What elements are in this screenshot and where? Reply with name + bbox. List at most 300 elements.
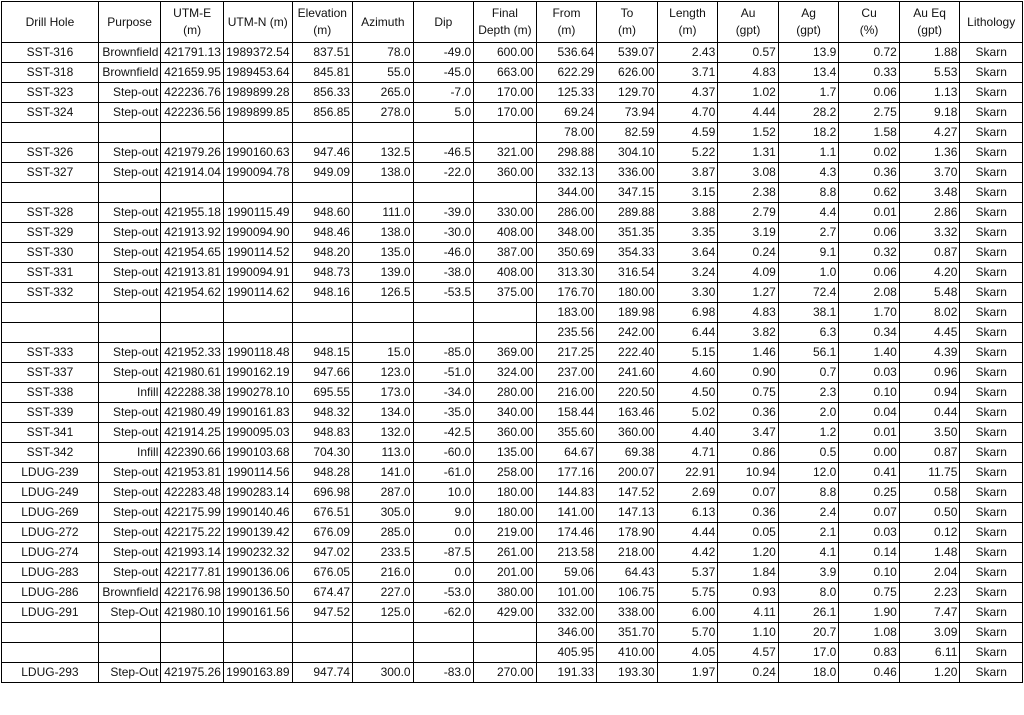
- cell-lith: Skarn: [960, 483, 1023, 503]
- cell-az: 138.0: [353, 163, 414, 183]
- cell-cu: 0.07: [839, 503, 900, 523]
- cell-dip: 0.0: [413, 523, 474, 543]
- cell-elev: 676.05: [292, 563, 353, 583]
- table-row: [2, 283, 1023, 303]
- cell-az: 216.0: [353, 563, 414, 583]
- cell-au: 4.11: [718, 603, 779, 623]
- cell-dip: -38.0: [413, 263, 474, 283]
- cell-length: 4.71: [657, 443, 718, 463]
- cell-lith: Skarn: [960, 223, 1023, 243]
- cell-dip: -42.5: [413, 423, 474, 443]
- cell-ag: 2.1: [778, 523, 839, 543]
- cell-utme: 422175.22: [161, 523, 224, 543]
- cell-length: 22.91: [657, 463, 718, 483]
- cell-utme: 421980.61: [161, 363, 224, 383]
- cell-aueq: 2.86: [899, 203, 960, 223]
- table-row: [2, 663, 1023, 683]
- cell-depth: 280.00: [474, 383, 537, 403]
- cell-utmn: 1990118.48: [223, 343, 292, 363]
- column-header-line: Purpose: [107, 14, 152, 29]
- cell-to: 180.00: [597, 283, 658, 303]
- column-header-line: (gpt): [917, 23, 942, 37]
- table-row: [2, 563, 1023, 583]
- cell-lith: Skarn: [960, 383, 1023, 403]
- cell-depth: 324.00: [474, 363, 537, 383]
- cell-utme: 422175.99: [161, 503, 224, 523]
- cell-cu: 0.83: [839, 643, 900, 663]
- cell-length: 6.98: [657, 303, 718, 323]
- cell-length: 3.87: [657, 163, 718, 183]
- cell-dip: -53.5: [413, 283, 474, 303]
- cell-aueq: 2.04: [899, 563, 960, 583]
- cell-hole: LDUG-249: [2, 483, 99, 503]
- cell-to: 410.00: [597, 643, 658, 663]
- cell-length: 4.59: [657, 123, 718, 143]
- cell-au: 1.46: [718, 343, 779, 363]
- cell-utmn: 1990094.90: [223, 223, 292, 243]
- column-header-line: Azimuth: [361, 14, 405, 29]
- cell-elev: 676.09: [292, 523, 353, 543]
- cell-hole: [2, 643, 99, 663]
- cell-depth: 261.00: [474, 543, 537, 563]
- cell-az: [353, 323, 414, 343]
- cell-elev: 695.55: [292, 383, 353, 403]
- cell-hole: LDUG-274: [2, 543, 99, 563]
- cell-depth: 360.00: [474, 423, 537, 443]
- cell-depth: 408.00: [474, 263, 537, 283]
- cell-ag: 13.9: [778, 43, 839, 63]
- cell-to: 360.00: [597, 423, 658, 443]
- cell-purpose: Step-Out: [98, 663, 161, 683]
- cell-hole: LDUG-269: [2, 503, 99, 523]
- cell-lith: Skarn: [960, 563, 1023, 583]
- cell-elev: 674.47: [292, 583, 353, 603]
- cell-utmn: 1990103.68: [223, 443, 292, 463]
- cell-purpose: Step-out: [98, 563, 161, 583]
- cell-cu: 1.70: [839, 303, 900, 323]
- cell-length: 5.15: [657, 343, 718, 363]
- cell-aueq: 4.27: [899, 123, 960, 143]
- cell-depth: [474, 123, 537, 143]
- cell-az: 113.0: [353, 443, 414, 463]
- cell-utmn: 1989899.28: [223, 83, 292, 103]
- cell-to: 241.60: [597, 363, 658, 383]
- cell-dip: -39.0: [413, 203, 474, 223]
- cell-from: 176.70: [536, 283, 597, 303]
- cell-length: 3.35: [657, 223, 718, 243]
- cell-hole: [2, 123, 99, 143]
- cell-from: 144.83: [536, 483, 597, 503]
- cell-aueq: 3.48: [899, 183, 960, 203]
- cell-ag: 2.0: [778, 403, 839, 423]
- cell-cu: 0.00: [839, 443, 900, 463]
- cell-hole: SST-316: [2, 43, 99, 63]
- cell-from: 59.06: [536, 563, 597, 583]
- cell-from: 332.13: [536, 163, 597, 183]
- cell-cu: 0.06: [839, 223, 900, 243]
- cell-length: 6.44: [657, 323, 718, 343]
- cell-to: 106.75: [597, 583, 658, 603]
- cell-cu: 0.72: [839, 43, 900, 63]
- cell-utme: 422390.66: [161, 443, 224, 463]
- cell-depth: 330.00: [474, 203, 537, 223]
- cell-hole: LDUG-286: [2, 583, 99, 603]
- cell-length: 2.69: [657, 483, 718, 503]
- cell-aueq: 0.87: [899, 443, 960, 463]
- cell-hole: [2, 303, 99, 323]
- cell-az: 285.0: [353, 523, 414, 543]
- cell-hole: [2, 323, 99, 343]
- cell-elev: 947.74: [292, 663, 353, 683]
- cell-ag: 20.7: [778, 623, 839, 643]
- cell-utmn: 1990095.03: [223, 423, 292, 443]
- cell-lith: Skarn: [960, 83, 1023, 103]
- column-header-line: (%): [859, 23, 879, 37]
- cell-to: 222.40: [597, 343, 658, 363]
- cell-depth: 429.00: [474, 603, 537, 623]
- cell-au: 0.24: [718, 243, 779, 263]
- cell-dip: -60.0: [413, 443, 474, 463]
- cell-aueq: 5.53: [899, 63, 960, 83]
- cell-length: 4.70: [657, 103, 718, 123]
- cell-utme: 421913.92: [161, 223, 224, 243]
- cell-ag: 0.7: [778, 363, 839, 383]
- cell-from: 332.00: [536, 603, 597, 623]
- cell-hole: SST-337: [2, 363, 99, 383]
- cell-length: 5.22: [657, 143, 718, 163]
- cell-utme: [161, 303, 224, 323]
- cell-purpose: Step-out: [98, 423, 161, 443]
- column-header-line: Elevation: [297, 6, 347, 20]
- cell-utmn: 1990161.83: [223, 403, 292, 423]
- table-row: [2, 363, 1023, 383]
- cell-au: 2.79: [718, 203, 779, 223]
- cell-elev: 948.28: [292, 463, 353, 483]
- cell-purpose: Step-out: [98, 103, 161, 123]
- cell-az: 233.5: [353, 543, 414, 563]
- cell-cu: 0.33: [839, 63, 900, 83]
- table-row: [2, 583, 1023, 603]
- cell-au: 0.86: [718, 443, 779, 463]
- cell-purpose: Brownfield: [98, 43, 161, 63]
- cell-to: 354.33: [597, 243, 658, 263]
- cell-from: 217.25: [536, 343, 597, 363]
- cell-depth: [474, 183, 537, 203]
- cell-utmn: 1990283.14: [223, 483, 292, 503]
- cell-elev: 948.46: [292, 223, 353, 243]
- cell-to: 69.38: [597, 443, 658, 463]
- cell-aueq: 3.70: [899, 163, 960, 183]
- cell-dip: 10.0: [413, 483, 474, 503]
- cell-aueq: 1.48: [899, 543, 960, 563]
- cell-aueq: 1.88: [899, 43, 960, 63]
- cell-elev: [292, 123, 353, 143]
- cell-lith: Skarn: [960, 63, 1023, 83]
- drill-results-table: [1, 1, 1023, 683]
- table-row: [2, 123, 1023, 143]
- cell-lith: Skarn: [960, 343, 1023, 363]
- column-header-line: (m): [617, 23, 636, 37]
- cell-from: 174.46: [536, 523, 597, 543]
- cell-hole: SST-328: [2, 203, 99, 223]
- cell-to: 147.13: [597, 503, 658, 523]
- cell-to: 220.50: [597, 383, 658, 403]
- cell-utmn: 1990162.19: [223, 363, 292, 383]
- cell-to: 338.00: [597, 603, 658, 623]
- cell-ag: 4.1: [778, 543, 839, 563]
- cell-dip: -7.0: [413, 83, 474, 103]
- cell-purpose: Step-out: [98, 503, 161, 523]
- cell-lith: Skarn: [960, 323, 1023, 343]
- cell-purpose: [98, 183, 161, 203]
- cell-au: 1.52: [718, 123, 779, 143]
- table-body: [2, 43, 1023, 683]
- table-row: [2, 303, 1023, 323]
- cell-hole: SST-324: [2, 103, 99, 123]
- cell-dip: 9.0: [413, 503, 474, 523]
- cell-aueq: 0.87: [899, 243, 960, 263]
- cell-cu: 0.14: [839, 543, 900, 563]
- cell-utmn: [223, 303, 292, 323]
- cell-utmn: 1990115.49: [223, 203, 292, 223]
- cell-utme: [161, 623, 224, 643]
- cell-dip: -51.0: [413, 363, 474, 383]
- cell-au: 1.10: [718, 623, 779, 643]
- cell-depth: 408.00: [474, 223, 537, 243]
- cell-cu: 0.75: [839, 583, 900, 603]
- cell-length: 5.37: [657, 563, 718, 583]
- cell-utme: 421954.65: [161, 243, 224, 263]
- cell-ag: 2.3: [778, 383, 839, 403]
- cell-length: 4.44: [657, 523, 718, 543]
- cell-depth: 170.00: [474, 83, 537, 103]
- cell-length: 1.97: [657, 663, 718, 683]
- table-row: [2, 343, 1023, 363]
- cell-dip: -46.0: [413, 243, 474, 263]
- cell-az: [353, 303, 414, 323]
- column-header-line: (gpt): [796, 23, 821, 37]
- cell-lith: Skarn: [960, 143, 1023, 163]
- cell-length: 4.50: [657, 383, 718, 403]
- cell-elev: 948.83: [292, 423, 353, 443]
- cell-purpose: Step-out: [98, 543, 161, 563]
- cell-dip: -87.5: [413, 543, 474, 563]
- cell-hole: LDUG-291: [2, 603, 99, 623]
- cell-cu: 1.40: [839, 343, 900, 363]
- cell-to: 193.30: [597, 663, 658, 683]
- cell-from: 286.00: [536, 203, 597, 223]
- cell-au: 0.57: [718, 43, 779, 63]
- cell-dip: -83.0: [413, 663, 474, 683]
- cell-lith: Skarn: [960, 303, 1023, 323]
- cell-purpose: Step-out: [98, 143, 161, 163]
- cell-from: 191.33: [536, 663, 597, 683]
- cell-ag: 26.1: [778, 603, 839, 623]
- cell-utmn: 1990163.89: [223, 663, 292, 683]
- cell-aueq: 8.02: [899, 303, 960, 323]
- cell-length: 6.13: [657, 503, 718, 523]
- cell-purpose: Step-out: [98, 283, 161, 303]
- cell-aueq: 3.32: [899, 223, 960, 243]
- cell-az: 123.0: [353, 363, 414, 383]
- cell-au: 1.20: [718, 543, 779, 563]
- cell-purpose: Brownfield: [98, 63, 161, 83]
- cell-aueq: 4.39: [899, 343, 960, 363]
- table-row: [2, 163, 1023, 183]
- cell-ag: 56.1: [778, 343, 839, 363]
- cell-au: 0.36: [718, 503, 779, 523]
- cell-utmn: 1990140.46: [223, 503, 292, 523]
- column-header-line: (m): [557, 23, 576, 37]
- cell-az: 55.0: [353, 63, 414, 83]
- cell-lith: Skarn: [960, 363, 1023, 383]
- cell-aueq: 0.44: [899, 403, 960, 423]
- cell-depth: 201.00: [474, 563, 537, 583]
- cell-utme: 421914.04: [161, 163, 224, 183]
- cell-az: 78.0: [353, 43, 414, 63]
- cell-ag: 17.0: [778, 643, 839, 663]
- cell-utme: 421975.26: [161, 663, 224, 683]
- cell-from: 235.56: [536, 323, 597, 343]
- cell-cu: 2.75: [839, 103, 900, 123]
- cell-length: 4.42: [657, 543, 718, 563]
- cell-purpose: Step-out: [98, 203, 161, 223]
- cell-depth: 380.00: [474, 583, 537, 603]
- cell-cu: 0.36: [839, 163, 900, 183]
- cell-depth: 270.00: [474, 663, 537, 683]
- cell-dip: -30.0: [413, 223, 474, 243]
- cell-lith: Skarn: [960, 203, 1023, 223]
- cell-az: [353, 623, 414, 643]
- cell-utmn: 1990232.32: [223, 543, 292, 563]
- table-row: [2, 83, 1023, 103]
- cell-purpose: [98, 623, 161, 643]
- cell-az: 300.0: [353, 663, 414, 683]
- cell-hole: LDUG-239: [2, 463, 99, 483]
- cell-dip: [413, 183, 474, 203]
- cell-elev: 696.98: [292, 483, 353, 503]
- cell-purpose: Step-out: [98, 403, 161, 423]
- cell-to: 178.90: [597, 523, 658, 543]
- cell-au: 1.31: [718, 143, 779, 163]
- cell-utme: [161, 643, 224, 663]
- cell-ag: 2.4: [778, 503, 839, 523]
- cell-utmn: 1990160.63: [223, 143, 292, 163]
- table-row: [2, 203, 1023, 223]
- cell-to: 347.15: [597, 183, 658, 203]
- cell-depth: 180.00: [474, 503, 537, 523]
- cell-az: 15.0: [353, 343, 414, 363]
- cell-ag: 3.9: [778, 563, 839, 583]
- cell-lith: Skarn: [960, 443, 1023, 463]
- cell-from: 536.64: [536, 43, 597, 63]
- cell-au: 0.07: [718, 483, 779, 503]
- cell-ag: 8.8: [778, 483, 839, 503]
- table-row: [2, 323, 1023, 343]
- cell-length: 3.88: [657, 203, 718, 223]
- cell-elev: 948.16: [292, 283, 353, 303]
- column-header-line: Lithology: [967, 14, 1016, 29]
- cell-au: 1.02: [718, 83, 779, 103]
- cell-to: 82.59: [597, 123, 658, 143]
- cell-aueq: 1.20: [899, 663, 960, 683]
- cell-lith: Skarn: [960, 503, 1023, 523]
- cell-utmn: 1989899.85: [223, 103, 292, 123]
- cell-au: 0.05: [718, 523, 779, 543]
- cell-au: 0.93: [718, 583, 779, 603]
- cell-dip: 5.0: [413, 103, 474, 123]
- cell-az: [353, 123, 414, 143]
- cell-depth: 135.00: [474, 443, 537, 463]
- column-header-line: Au: [740, 6, 756, 20]
- column-header-line: Drill Hole: [25, 14, 75, 29]
- cell-dip: 0.0: [413, 563, 474, 583]
- column-header-line: From: [552, 6, 581, 20]
- cell-aueq: 0.50: [899, 503, 960, 523]
- cell-utme: 422236.76: [161, 83, 224, 103]
- cell-elev: [292, 623, 353, 643]
- cell-ag: 4.3: [778, 163, 839, 183]
- cell-utme: 422236.56: [161, 103, 224, 123]
- cell-from: 101.00: [536, 583, 597, 603]
- cell-to: 316.54: [597, 263, 658, 283]
- cell-az: 111.0: [353, 203, 414, 223]
- cell-elev: 948.15: [292, 343, 353, 363]
- column-header-depth: [474, 2, 537, 43]
- cell-from: 213.58: [536, 543, 597, 563]
- cell-to: 289.88: [597, 203, 658, 223]
- cell-purpose: [98, 303, 161, 323]
- table-row: [2, 483, 1023, 503]
- column-header-length: [657, 2, 718, 43]
- table-row: [2, 103, 1023, 123]
- cell-to: 539.07: [597, 43, 658, 63]
- cell-to: 242.00: [597, 323, 658, 343]
- cell-au: 0.90: [718, 363, 779, 383]
- cell-to: 189.98: [597, 303, 658, 323]
- table-row: [2, 403, 1023, 423]
- cell-from: 69.24: [536, 103, 597, 123]
- cell-au: 3.82: [718, 323, 779, 343]
- column-header-line: (m): [313, 23, 332, 37]
- column-header-line: (m): [678, 23, 697, 37]
- cell-to: 200.07: [597, 463, 658, 483]
- cell-hole: [2, 183, 99, 203]
- cell-length: 4.40: [657, 423, 718, 443]
- cell-utmn: [223, 183, 292, 203]
- cell-hole: SST-329: [2, 223, 99, 243]
- cell-hole: SST-327: [2, 163, 99, 183]
- cell-hole: LDUG-272: [2, 523, 99, 543]
- cell-az: 287.0: [353, 483, 414, 503]
- cell-az: 132.5: [353, 143, 414, 163]
- cell-purpose: Step-Out: [98, 603, 161, 623]
- cell-utme: 421954.62: [161, 283, 224, 303]
- cell-elev: 845.81: [292, 63, 353, 83]
- column-header-line: Ag: [801, 6, 816, 20]
- cell-purpose: [98, 643, 161, 663]
- cell-lith: Skarn: [960, 263, 1023, 283]
- cell-cu: 1.90: [839, 603, 900, 623]
- cell-aueq: 1.13: [899, 83, 960, 103]
- cell-utmn: [223, 643, 292, 663]
- cell-purpose: Step-out: [98, 223, 161, 243]
- cell-depth: 369.00: [474, 343, 537, 363]
- cell-elev: [292, 643, 353, 663]
- cell-elev: 837.51: [292, 43, 353, 63]
- cell-aueq: 0.58: [899, 483, 960, 503]
- cell-purpose: Step-out: [98, 463, 161, 483]
